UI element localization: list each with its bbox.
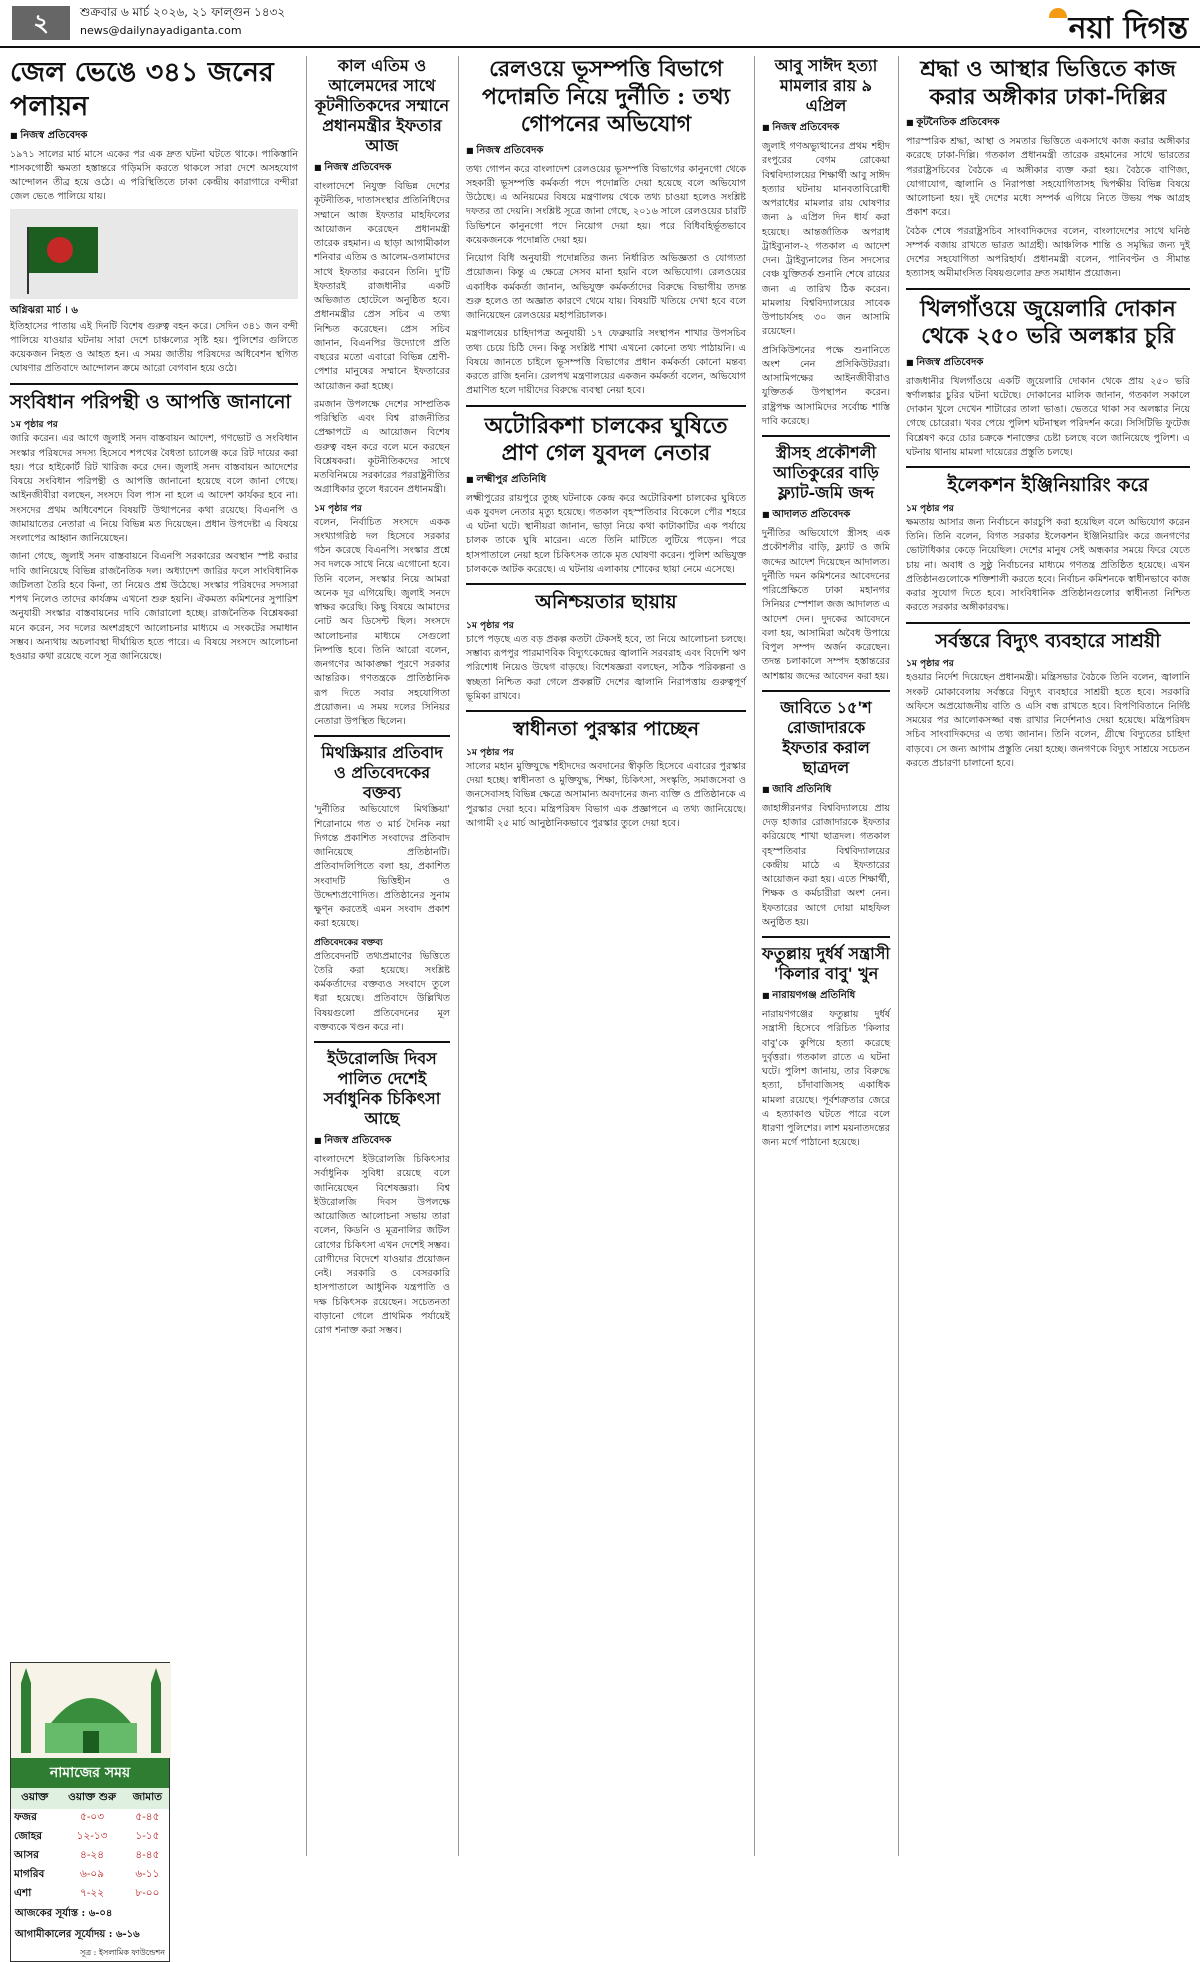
divider [314,735,450,737]
prayer-row [11,1847,169,1866]
prayer-title: নামাজের সময় [11,1758,169,1788]
headline-election-engineering: ইলেকশন ইঞ্জিনিয়ারিং করে [947,474,1149,496]
article-body: ইতিহাসের পাতায় এই দিনটি বিশেষ গুরুত্ব বহন করে। সেদিন ৩৪১ জন বন্দী পালিয়ে যাওয়ার ঘটনায় সারা দেশে চাঞ্চল্যের সৃষ্টি হয়। পুলিশের গুলিতে কয়েকজন নিহত ও আহত হন। এ সময় জাতীয় পরিষদের অধিবেশন স্থগিত ঘোষণার প্রতিবাদে আন্দোলন ক্রমে আরো বেগবান হয়ে ওঠে। [10,320,298,375]
divider [906,288,1190,290]
prayer-times-box [10,1662,170,1962]
headline-electricity-saving: সর্বস্তরে বিদ্যুৎ ব্যবহারে সাশ্রয়ী [935,629,1161,652]
prayer-row [11,1828,169,1847]
issue-date: শুক্রবার ৬ মার্চ ২০২৬, ২১ ফাল্গুন ১৪৩২ [80,5,286,19]
brand-logo [1049,4,1188,55]
article-body: রমজান উপলক্ষে দেশের সাম্প্রতিক পরিস্থিতি এবং বিশ্ব রাজনীতির প্রেক্ষাপটে এ আয়োজন বিশেষ গুরুত্ব বহন করে বলে মনে করছেন বিশ্লেষকরা। কূটনীতিকদের সাথে মতবিনিময়ে সরকারের পররাষ্ট্রনীতির অগ্রাধিকার তুলে ধরবেন প্রধানমন্ত্রী। [314,398,450,496]
column-divider [306,56,307,1856]
prayer-start: ১২-১৩ [76,1830,108,1842]
continued-from: ১ম পৃষ্ঠার পর [906,503,954,514]
divider [906,466,1190,468]
headline-autorickshaw: অটোরিকশা চালকের ঘুষিতে প্রাণ গেল যুবদল নেতার [484,412,728,466]
byline: ■ নিজস্ব প্রতিবেদক [466,143,746,160]
prayer-jamaat: ৮-০০ [135,1887,160,1899]
divider [762,435,890,437]
prayer-header: ওয়াক্ত শুরু [58,1788,126,1809]
article-body: জারি করেন। এর আগে জুলাই সনদ বাস্তবায়ন আদেশ, গণভোট ও সংবিধান সংস্কার পরিষদের সদস্য হিসেবে শপথের বৈধতা চ্যালেঞ্জ করে রিট দায়ের করা হয়। পরে হাইকোর্ট রিট খারিজ করে দেন। জুলাই সনদ বাস্তবায়ন আদেশের বিষয়ে সংবিধান পরিপন্থী ও আপত্তি জানানো হয়েছে বলে জানা গেছে। আইনজীবীরা বলছেন, সংসদে বিল পাস না হলে এ আদেশ কার্যকর হবে না। সংসদের প্রথম অধিবেশনে বিষয়টি উত্থাপনের কথা রয়েছে। বিএনপি ও জামায়াতের নেতারা এ নিয়ে বিভিন্ন মত দিয়েছেন। প্রধান উপদেষ্টা এ বিষয়ে সংলাপের আহ্বান জানিয়েছেন। [10,433,298,544]
headline-independence-award: স্বাধীনতা পুরস্কার পাচ্ছেন [513,718,699,740]
prayer-name: ফজর [14,1811,37,1823]
prayer-header: ওয়াক্ত [11,1788,58,1809]
continued-from: ১ম পৃষ্ঠার পর [906,659,954,670]
article-body: 'দুর্নীতির অভিযোগে মিথস্ক্রিয়া' শিরোনামে গত ৩ মার্চ দৈনিক নয়া দিগন্তে প্রকাশিত সংবাদের প্রতিবাদ জানিয়েছে প্রতিষ্ঠানটি। প্রতিবাদলিপিতে বলা হয়, প্রকাশিত সংবাদটি ভিত্তিহীন ও উদ্দেশ্যপ্রণোদিত। প্রতিষ্ঠানের সুনাম ক্ষুণ্ন করতেই এমন সংবাদ প্রকাশ করা হয়েছে। [314,804,450,930]
byline: ■ নিজস্ব প্রতিবেদক [314,1133,450,1150]
headline-dhaka-delhi: শ্রদ্ধা ও আস্থার ভিত্তিতে কাজ করার অঙ্গীকার ঢাকা-দিল্লির [920,56,1176,110]
article-body: জুলাই গণঅভ্যুত্থানের প্রথম শহীদ রংপুরের বেগম রোকেয়া বিশ্ববিদ্যালয়ের শিক্ষার্থী আবু সাঈদ হত্যার ঘটনায় মানবতাবিরোধী অপরাধের মামলার রায় ঘোষণার জন্য ৯ এপ্রিল দিন ধার্য করা হয়েছে। আন্তর্জাতিক অপরাধ ট্রাইব্যুনাল-২ গতকাল এ আদেশ দেন। ট্রাইব্যুনালের তিন সদস্যের বেঞ্চ যুক্তিতর্ক শুনানি শেষে রায়ের জন্য এ তারিখ ঠিক করেন। মামলায় বিশ্ববিদ্যালয়ের সাবেক উপাচার্যসহ ৩০ জন আসামি রয়েছেন। [762,141,890,338]
prayer-jamaat: ৬-১১ [135,1868,160,1880]
divider [762,936,890,938]
prayer-header: জামাত [126,1788,169,1809]
continued-from: ১ম পৃষ্ঠার পর [314,503,362,514]
sunrise-time: আগামীকালের সূর্যোদয় : ৬-১৬ [15,1929,140,1940]
prayer-name: আসর [14,1849,39,1861]
article-body: প্রসিকিউশনের পক্ষে শুনানিতে অংশ নেন প্রসিকিউটররা। আসামিপক্ষের আইনজীবীরাও যুক্তিতর্ক উপস্থাপন করেন। রাষ্ট্রপক্ষ আসামিদের সর্বোচ্চ শাস্তি দাবি করেছে। [762,344,890,427]
column-divider [898,56,899,1856]
headline-railway: রেলওয়ে ভূসম্পত্তি বিভাগে পদোন্নতি নিয়ে দুর্নীতি : তথ্য গোপনের অভিযোগ [482,56,730,137]
headline-abu-sayed: আবু সাঈদ হত্যা মামলার রায় ৯ এপ্রিল [774,56,878,115]
prayer-start: ৬-০৯ [80,1868,105,1880]
prayer-row [11,1809,169,1828]
prayer-name: জোহর [14,1830,42,1842]
byline: ■ নিজস্ব প্রতিবেদক [314,160,450,177]
column-5 [906,56,1190,1861]
prayer-name: এশা [14,1887,32,1899]
article-body: জানা গেছে, জুলাই সনদ বাস্তবায়নে বিএনপি সরকারের অবস্থান স্পষ্ট করার দাবি জানিয়েছে বিভিন্ন রাজনৈতিক দল। অধ্যাদেশ জারির ফলে সাংবিধানিক জটিলতা তৈরি হবে কিনা, তা নিয়েও প্রশ্ন উঠেছে। সংস্কার পরিষদের সদস্যরা শপথ নিলেও তাদের কার্যক্রম এখনো শুরু হয়নি। ঐকমত্য কমিশনের সুপারিশ অনুযায়ী সংস্কার বাস্তবায়নের দাবি জোরালো হচ্ছে। রাজনৈতিক বিশ্লেষকরা মনে করেন, সব দলের অংশগ্রহণে আলোচনার মাধ্যমে এ সংকটের সমাধান সম্ভব। অন্যথায় অচলাবস্থা দীর্ঘায়িত হতে পারে। এ বিষয়ে সংসদে আলোচনা হওয়ার কথা রয়েছে বলে সূত্র জানিয়েছে। [10,551,298,662]
article-body: বলেন, নির্বাচিত সংসদে একক সংখ্যাগরিষ্ঠ দল হিসেবে সরকার গঠন করেছে বিএনপি। সংস্কার প্রশ্নে সব দলকে সাথে নিয়ে এগোনো হবে। তিনি বলেন, সংস্কার নিয়ে আমরা অনেক দূর এগিয়েছি। জুলাই সনদে স্বাক্ষর করেছি। কিছু বিষয়ে আমাদের নোট অব ডিসেন্ট ছিল। সংসদে আলোচনার মাধ্যমে সেগুলো নিষ্পত্তি হবে। তিনি আরো বলেন, জনগণের আকাঙ্ক্ষা পূরণে সরকার আন্তরিক। গণতন্ত্রকে প্রাতিষ্ঠানিক রূপ দিতে সবার সহযোগিতা প্রয়োজন। এ সময় দলের সিনিয়র নেতারা উপস্থিত ছিলেন। [314,516,450,727]
contact-email: news@dailynayadiganta.com [80,24,242,37]
reporter-statement-label: প্রতিবেদকের বক্তব্য [314,937,383,948]
byline: ■ নারায়ণগঞ্জ প্রতিনিধি [762,988,890,1005]
prayer-name: মাগরিব [14,1868,45,1880]
prayer-source: সূত্র : ইসলামিক ফাউন্ডেশন [79,1948,165,1957]
column-3 [466,56,746,1861]
byline: ■ নিজস্ব প্রতিবেদক [10,128,298,145]
prayer-start: ৪-২৪ [80,1849,105,1861]
sun-icon [1049,8,1067,18]
prayer-jamaat: ৫-৪৫ [135,1811,160,1823]
headline-protest: মিথস্ক্রিয়ার প্রতিবাদ ও প্রতিবেদকের বক্তব্য [321,743,443,803]
divider [10,383,298,385]
headline-engineer-assets: স্ত্রীসহ প্রকৌশলী আতিকুরের বাড়ি ফ্ল্যাট-জমি জব্দ [773,443,879,502]
article-body: নারায়ণগঞ্জের ফতুল্লায় দুর্ধর্ষ সন্ত্রাসী হিসেবে পরিচিত 'কিলার বাবু'কে কুপিয়ে হত্যা করেছে দুর্বৃত্তরা। গতকাল রাতে এ ঘটনা ঘটে। পুলিশ জানায়, তার বিরুদ্ধে হত্যা, চাঁদাবাজিসহ একাধিক মামলা রয়েছে। পূর্বশত্রুতার জেরে এ হত্যাকাণ্ড ঘটতে পারে বলে ধারণা পুলিশের। লাশ ময়নাতদন্তের জন্য মর্গে পাঠানো হয়েছে। [762,1009,890,1149]
byline: ■ আদালত প্রতিবেদক [762,507,890,524]
byline: ■ জাবি প্রতিনিধি [762,782,890,799]
continued-from: ১ম পৃষ্ঠার পর [10,420,58,431]
article-body: দুর্নীতির অভিযোগে স্ত্রীসহ এক প্রকৌশলীর বাড়ি, ফ্ল্যাট ও জমি জব্দের আদেশ দিয়েছেন আদালত। দুর্নীতি দমন কমিশনের আবেদনের পরিপ্রেক্ষিতে ঢাকা মহানগর সিনিয়র স্পেশাল জজ আদালত এ আদেশ দেন। দুদকের আবেদনে বলা হয়, আসামিরা অবৈধ উপায়ে বিপুল সম্পদ অর্জন করেছেন। তদন্ত চলাকালে সম্পদ হস্তান্তরের আশঙ্কায় জব্দের আবেদন করা হয়। [762,528,890,682]
divider [466,405,746,407]
prayer-start: ৫-০৩ [80,1811,105,1823]
headline-uncertainty: অনিশ্চয়তার ছায়ায় [535,591,677,613]
divider [762,690,890,692]
prayer-row [11,1866,169,1885]
masthead [0,0,1200,48]
headline-fatullah: ফতুল্লায় দুর্ধর্ষ সন্ত্রাসী 'কিলার বাবু' খুন [762,944,890,983]
divider [314,1041,450,1043]
article-body: রাজধানীর খিলগাঁওয়ে একটি জুয়েলারি দোকান থেকে প্রায় ২৫০ ভরি স্বর্ণালঙ্কার চুরির ঘটনা ঘটেছে। দোকানের মালিক জানান, গতকাল সকালে দোকান খুলে দেখেন শাটারের তালা ভাঙা। ভেতরে থাকা সব অলঙ্কার নিয়ে গেছে চোরেরা। খবর পেয়ে পুলিশ ঘটনাস্থল পরিদর্শন করে। সিসিটিভি ফুটেজ বিশ্লেষণ করে চোর চক্রকে শনাক্তের চেষ্টা চলছে বলে জানিয়েছে পুলিশ। এ ঘটনায় থানায় মামলা দায়েরের প্রস্তুতি চলছে। [906,375,1190,458]
column-divider [754,56,755,1856]
article-body: প্রতিবেদনটি তথ্যপ্রমাণের ভিত্তিতে তৈরি করা হয়েছে। সংশ্লিষ্ট কর্মকর্তাদের বক্তব্যও সংবাদে তুলে ধরা হয়েছে। প্রতিবাদে উল্লিখিত বিষয়গুলো প্রতিবেদনের মূল বক্তব্যকে খণ্ডন করে না। [314,950,450,1033]
article-body: তথ্য গোপন করে বাংলাদেশ রেলওয়ের ভূসম্পত্তি বিভাগের কানুনগো থেকে সহকারী ভূসম্পত্তি কর্মকর্তা পদে পদোন্নতি দেয়া হয়েছে বলে অভিযোগ উঠেছে। এ অনিয়মের বিষয়ে মন্ত্রণালয় থেকে তথ্য চাওয়া হলেও সংশ্লিষ্ট দফতর তা দেয়নি। সংশ্লিষ্ট সূত্রে জানা গেছে, ২০১৬ সালে রেলওয়ের চারটি ডিভিশনে কানুনগো পদে নিয়োগ দেয়া হয়। পরে বিধিবহির্ভূতভাবে কয়েকজনকে পদোন্নতি দেয়া হয়। [466,163,746,246]
prayer-table [11,1788,169,1904]
continued-from: ১ম পৃষ্ঠার পর [466,620,514,631]
history-photo [10,209,298,299]
divider [906,622,1190,624]
article-body: বৈঠক শেষে পররাষ্ট্রসচিব সাংবাদিকদের বলেন, বাংলাদেশের সাথে ঘনিষ্ঠ সম্পর্ক বজায় রাখতে ভারত আগ্রহী। আঞ্চলিক শান্তি ও সমৃদ্ধির জন্য দুই দেশের সহযোগিতা অপরিহার্য। প্রধানমন্ত্রী বলেন, পানিবণ্টন ও সীমান্ত হত্যাসহ অমীমাংসিত বিষয়গুলোর দ্রুত সমাধান প্রয়োজন। [906,225,1190,280]
article-body: চাপে পড়ছে এত বড় প্রকল্প কতটা টেকসই হবে, তা নিয়ে আলোচনা চলছে। সম্ভাব্য রূপপুর পারমাণবিক বিদ্যুৎকেন্দ্রের জ্বালানি সরবরাহ এবং বিদেশি ঋণ পরিশোধ নিয়েও উদ্বেগ বাড়ছে। বিশেষজ্ঞরা বলছেন, সঠিক পরিকল্পনা ও স্বচ্ছতা নিশ্চিত করা গেলে প্রকল্পটি দেশের জ্বালানি নিরাপত্তায় গুরুত্বপূর্ণ ভূমিকা রাখবে। [466,633,746,702]
article-body: লক্ষ্মীপুরের রায়পুরে তুচ্ছ ঘটনাকে কেন্দ্র করে অটোরিকশা চালকের ঘুষিতে এক যুবদল নেতার মৃত্যু হয়েছে। গতকাল বৃহস্পতিবার বিকেলে পৌর শহরে এ ঘটনা ঘটে। স্থানীয়রা জানান, ভাড়া নিয়ে কথা কাটাকাটির এক পর্যায়ে চালক তাকে ঘুষি মারেন। এতে তিনি মাটিতে লুটিয়ে পড়েন। পরে হাসপাতালে নেয়া হলে চিকিৎসক তাকে মৃত ঘোষণা করেন। পুলিশ অভিযুক্ত চালককে আটক করেছে। এ ঘটনায় এলাকায় শোকের ছায়া নেমে এসেছে। [466,492,746,575]
column-1 [10,56,298,1957]
column-divider [458,56,459,1856]
byline: ■ লক্ষ্মীপুর প্রতিনিধি [466,472,746,489]
flag-illustration-icon [10,209,298,299]
headline-jail-break: জেল ভেঙে ৩৪১ জনের পলায়ন [10,57,274,122]
divider [466,710,746,712]
column-2 [314,56,450,1861]
sunset-time: আজকের সূর্যাস্ত : ৬-০৪ [15,1908,113,1919]
mosque-illustration [11,1663,169,1758]
article-body: হওয়ার নির্দেশ দিয়েছেন প্রধানমন্ত্রী। মন্ত্রিসভার বৈঠকে তিনি বলেন, জ্বালানি সংকট মোকাবেলায় সর্বস্তরে বিদ্যুৎ ব্যবহারে সাশ্রয়ী হতে হবে। সরকারি অফিসে অপ্রয়োজনীয় বাতি ও এসি বন্ধ রাখতে হবে। বিপণিবিতানে নির্দিষ্ট সময়ের পর আলোকসজ্জা বন্ধ রাখার নির্দেশনাও দেয়া হয়েছে। মন্ত্রিপরিষদ সচিব সাংবাদিকদের এ তথ্য জানান। তিনি বলেন, গ্রীষ্মে বিদ্যুতের চাহিদা বাড়বে। সে জন্য আগাম প্রস্তুতি নেয়া হচ্ছে। জনগণকে বিদ্যুৎ সাশ্রয়ে সচেতন করতে প্রচারণা চালানো হবে। [906,672,1190,769]
mosque-icon [11,1663,171,1758]
headline-jewelry-theft: খিলগাঁওয়ে জুয়েলারি দোকান থেকে ২৫০ ভরি অলঙ্কার চুরি [920,295,1176,349]
article-body: বাংলাদেশে নিযুক্ত বিভিন্ন দেশের কূটনীতিক, দাতাসংস্থার প্রতিনিধিদের সম্মানে আজ ইফতার মাহফিলের আয়োজন করেছেন প্রধানমন্ত্রী তারেক রহমান। এ ছাড়া আগামীকাল শনিবার এতিম ও আলেম-ওলামাদের সাথে ইফতার করবেন তিনি। দু'টি ইফতারই রাজধানীর একটি অভিজাত হোটেলে অনুষ্ঠিত হবে। প্রধানমন্ত্রীর প্রেস সচিব এ তথ্য নিশ্চিত করেছেন। প্রেস সচিব জানান, বিএনপির উদ্যোগে প্রতি বছরের মতো এবারো বিভিন্ন শ্রেণী-পেশার মানুষের সম্মানে ইফতারের আয়োজন করা হচ্ছে। [314,181,450,392]
article-body: বাংলাদেশে ইউরোলজি চিকিৎসার সর্বাধুনিক সুবিধা রয়েছে বলে জানিয়েছেন বিশেষজ্ঞরা। বিশ্ব ইউরোলজি দিবস উপলক্ষে আয়োজিত আলোচনা সভায় তারা বলেন, কিডনি ও মূত্রনালির জটিল রোগের চিকিৎসা এখন দেশেই সম্ভব। রোগীদের বিদেশে যাওয়ার প্রয়োজন নেই। সরকারি ও বেসরকারি হাসপাতালে আধুনিক যন্ত্রপাতি ও দক্ষ চিকিৎসক রয়েছেন। সচেতনতা বাড়ানো গেলে প্রাথমিক পর্যায়েই রোগ শনাক্ত করা সম্ভব। [314,1154,450,1336]
headline-jabi-iftar: জাবিতে ১৫'শ রোজাদারকে ইফতার করাল ছাত্রদল [780,697,872,777]
prayer-jamaat: ১-১৫ [135,1830,160,1842]
brand-name: নয়া দিগন্ত [1068,11,1188,46]
article-body: মন্ত্রণালয়ের চাহিদাপত্র অনুযায়ী ১৭ ফেব্রুয়ারি সংস্থাপন শাখার উপসচিব তথ্য চেয়ে চিঠি দেন। কিন্তু সংশ্লিষ্ট শাখা এখনো কোনো তথ্য পাঠায়নি। এ বিষয়ে জানতে চাইলে ভূসম্পত্তি বিভাগের প্রধান কর্মকর্তা কোনো মন্তব্য করতে রাজি হননি। রেলপথ মন্ত্রণালয়ের একজন কর্মকর্তা বলেন, অভিযোগ প্রমাণিত হলে দায়ীদের বিরুদ্ধে ব্যবস্থা নেয়া হবে। [466,328,746,397]
photo-caption: অগ্নিঝরা মার্চ । ৬ [10,304,78,316]
article-body: জাহাঙ্গীরনগর বিশ্ববিদ্যালয়ে প্রায় দেড় হাজার রোজাদারকে ইফতার করিয়েছে শাখা ছাত্রদল। গতকাল বৃহস্পতিবার বিশ্ববিদ্যালয়ের কেন্দ্রীয় মাঠে এ ইফতারের আয়োজন করা হয়। এতে শিক্ষার্থী, শিক্ষক ও কর্মচারীরা অংশ নেন। ইফতারের আগে দোয়া মাহফিল অনুষ্ঠিত হয়। [762,802,890,928]
page-number: ২ [12,6,70,40]
headline-urology: ইউরোলজি দিবস পালিত দেশেই সর্বাধুনিক চিকিৎসা আছে [323,1049,441,1128]
byline: ■ নিজস্ব প্রতিবেদক [906,355,1190,372]
headline-iftar: কাল এতিম ও আলেমদের সাথে কূটনীতিকদের সম্মানে প্রধানমন্ত্রীর ইফতার আজ [314,56,450,155]
prayer-jamaat: ৪-৪৫ [135,1849,160,1861]
article-body: ক্ষমতায় আসার জন্য নির্বাচনে কারচুপি করা হয়েছিল বলে অভিযোগ করেন তিনি। তিনি বলেন, বিগত সরকার ইলেকশন ইঞ্জিনিয়ারিং করে জনগণের ভোটাধিকার কেড়ে নিয়েছিল। দেশের মানুষ সেই অন্ধকার সময়ে ফিরে যেতে চায় না। অবাধ ও সুষ্ঠু নির্বাচনের মাধ্যমে গণতন্ত্র প্রতিষ্ঠিত হয়েছে। এখন প্রতিষ্ঠানগুলোকে শক্তিশালী করতে হবে। নির্বাচন কমিশনকে স্বাধীনভাবে কাজ করার সুযোগ দিতে হবে। সাংবিধানিক প্রতিষ্ঠানগুলোর স্বাধীনতা নিশ্চিত করতে সরকার অঙ্গীকারবদ্ধ। [906,516,1190,614]
headline-constitution: সংবিধান পরিপন্থী ও আপত্তি জানানো [10,390,291,413]
byline: ■ নিজস্ব প্রতিবেদক [762,120,890,137]
article-body: ১৯৭১ সালের মার্চ মাসে একের পর এক দ্রুত ঘটনা ঘটতে থাকে। পাকিস্তানি শাসকগোষ্ঠী ক্ষমতা হস্তান্তরে গড়িমসি করতে থাকলে সারা দেশে অসহযোগ আন্দোলন তীব্র হয়ে ওঠে। এ পরিস্থিতিতে ঢাকা কেন্দ্রীয় কারাগারে বন্দীরা জেল ভেঙে পালিয়ে যায়। [10,148,298,203]
byline: ■ কূটনৈতিক প্রতিবেদক [906,115,1190,132]
column-4 [762,56,890,1861]
article-body: সালের মহান মুক্তিযুদ্ধে শহীদদের অবদানের স্বীকৃতি হিসেবে এবারের পুরস্কার দেয়া হচ্ছে। স্বাধীনতা ও মুক্তিযুদ্ধ, শিক্ষা, চিকিৎসা, সংস্কৃতি, সমাজসেবা ও জনসেবাসহ বিভিন্ন ক্ষেত্রে অসামান্য অবদানের জন্য ব্যক্তি ও প্রতিষ্ঠানকে এ পুরস্কার দেয়া হবে। মন্ত্রিপরিষদ বিভাগ এক প্রজ্ঞাপনে এ তথ্য জানিয়েছে। আগামী ২৫ মার্চ আনুষ্ঠানিকভাবে পুরস্কার তুলে দেয়া হবে। [466,760,746,829]
continued-from: ১ম পৃষ্ঠার পর [466,747,514,758]
article-body: পারস্পরিক শ্রদ্ধা, আস্থা ও সমতার ভিত্তিতে একসাথে কাজ করার অঙ্গীকার করেছে ঢাকা-দিল্লি। গতকাল প্রধানমন্ত্রী তারেক রহমানের সাথে ভারতের পররাষ্ট্রসচিবের বৈঠকে এ অঙ্গীকার ব্যক্ত করা হয়। বৈঠকে বাণিজ্য, যোগাযোগ, জ্বালানি ও নিরাপত্তা সহযোগিতাসহ দ্বিপক্ষীয় বিভিন্ন বিষয়ে আলোচনা হয়। দুই দেশের মধ্যে সম্পর্ক এগিয়ে নিতে উভয় পক্ষ আগ্রহ প্রকাশ করে। [906,136,1190,219]
prayer-start: ৭-২২ [80,1887,105,1899]
divider [466,583,746,585]
article-body: নিয়োগ বিধি অনুযায়ী পদোন্নতির জন্য নির্ধারিত অভিজ্ঞতা ও যোগ্যতা প্রয়োজন। কিন্তু এ ক্ষেত্রে সেসব মানা হয়নি বলে অভিযোগ। রেলওয়ের একাধিক কর্মকর্তা জানান, অভিযুক্ত কর্মকর্তাদের বিরুদ্ধে বিভাগীয় তদন্ত শুরু হলেও তা অজ্ঞাত কারণে থেমে যায়। বিষয়টি খতিয়ে দেখা হবে বলে জানিয়েছেন রেলওয়ের মহাপরিচালক। [466,253,746,321]
prayer-row [11,1885,169,1904]
